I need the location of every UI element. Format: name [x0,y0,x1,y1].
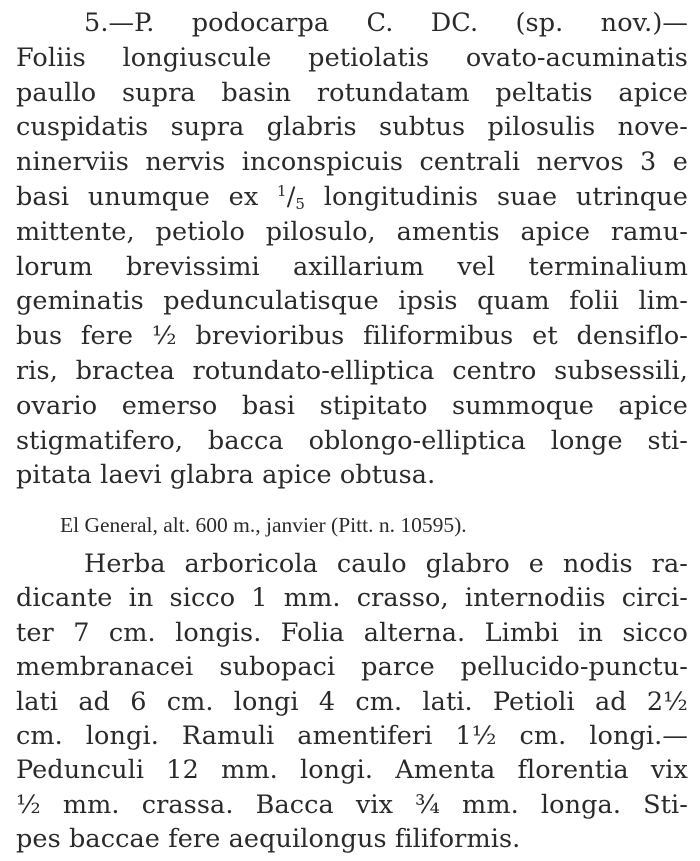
description-line: cm. longi. Ramuli amentiferi 1½ cm. longi.— [16,720,688,751]
description-line: ter 7 cm. longis. Folia alterna. Limbi in sicco [16,617,688,648]
diagnosis-line: paullo supra basin rotundatam peltatis apice [16,77,688,108]
description-line: dicante in sicco 1 mm. crasso, internodiis circi- [16,583,688,614]
author-citation: C. DC. [366,8,479,38]
diagnosis-line: ris, bractea rotundato-elliptica centro subsessili, [16,355,688,386]
diagnosis-line: stigmatifero, bacca oblongo-elliptica longe sti- [16,425,688,456]
fraction-line-after: longitudinis suae utrinque [305,181,688,212]
description-line: ½ mm. crassa. Bacca vix ¾ mm. longa. Sti- [16,789,688,820]
diagnosis-line: pitata laevi glabra apice obtusa. [16,460,436,491]
diagnosis-line: geminatis pedunculatisque ipsis quam folii lim- [16,286,688,317]
species-heading [16,6,688,41]
description-line: lati ad 6 cm. longi 4 cm. lati. Petioli ad 2½ [16,686,688,717]
diagnosis-line: cuspidatis supra glabris subtus pilosulis nove- [16,112,688,143]
diagnosis-line: mittente, petiolo pilosulo, amentis apice ramu- [16,216,688,247]
diagnosis-line: ovario emerso basi stipitato summoque apice [16,390,688,421]
species-description [16,547,688,857]
fraction-denominator: 5 [295,194,306,213]
diagnosis-line-fraction [16,180,688,215]
diagnosis-line: ninerviis nervis inconspicuis centrali nervos 3 e [16,147,688,178]
description-line: pes baccae fere aequilongus filiformis. [16,824,521,855]
fraction-numerator: 1 [277,181,287,200]
genus-abbreviation: P. [134,8,155,38]
description-line: Herba arboricola caulo glabro e nodis ra- [84,549,688,579]
species-name: podocarpa [191,8,330,38]
fraction-slash: / [286,181,296,212]
fraction-line-before: basi unumque ex [16,181,278,212]
species-entry [16,6,688,493]
species-status: (sp. nov.)— [515,8,688,38]
diagnosis-line: bus fere ½ brevioribus filiformibus et densiflo- [16,321,688,352]
description-line: Pedunculi 12 mm. longi. Amenta florentia vix [16,755,688,786]
diagnosis-line: lorum brevissimi axillarium vel terminalium [16,251,688,282]
entry-number: 5.— [84,8,135,38]
diagnosis-line: Foliis longiuscule petiolatis ovato-acuminatis [16,42,688,73]
description-line: membranacei subopaci parce pellucido-punctu- [16,652,688,683]
specimen-locality: El General, alt. 600 m., janvier (Pitt. n. 10595). [60,513,467,537]
